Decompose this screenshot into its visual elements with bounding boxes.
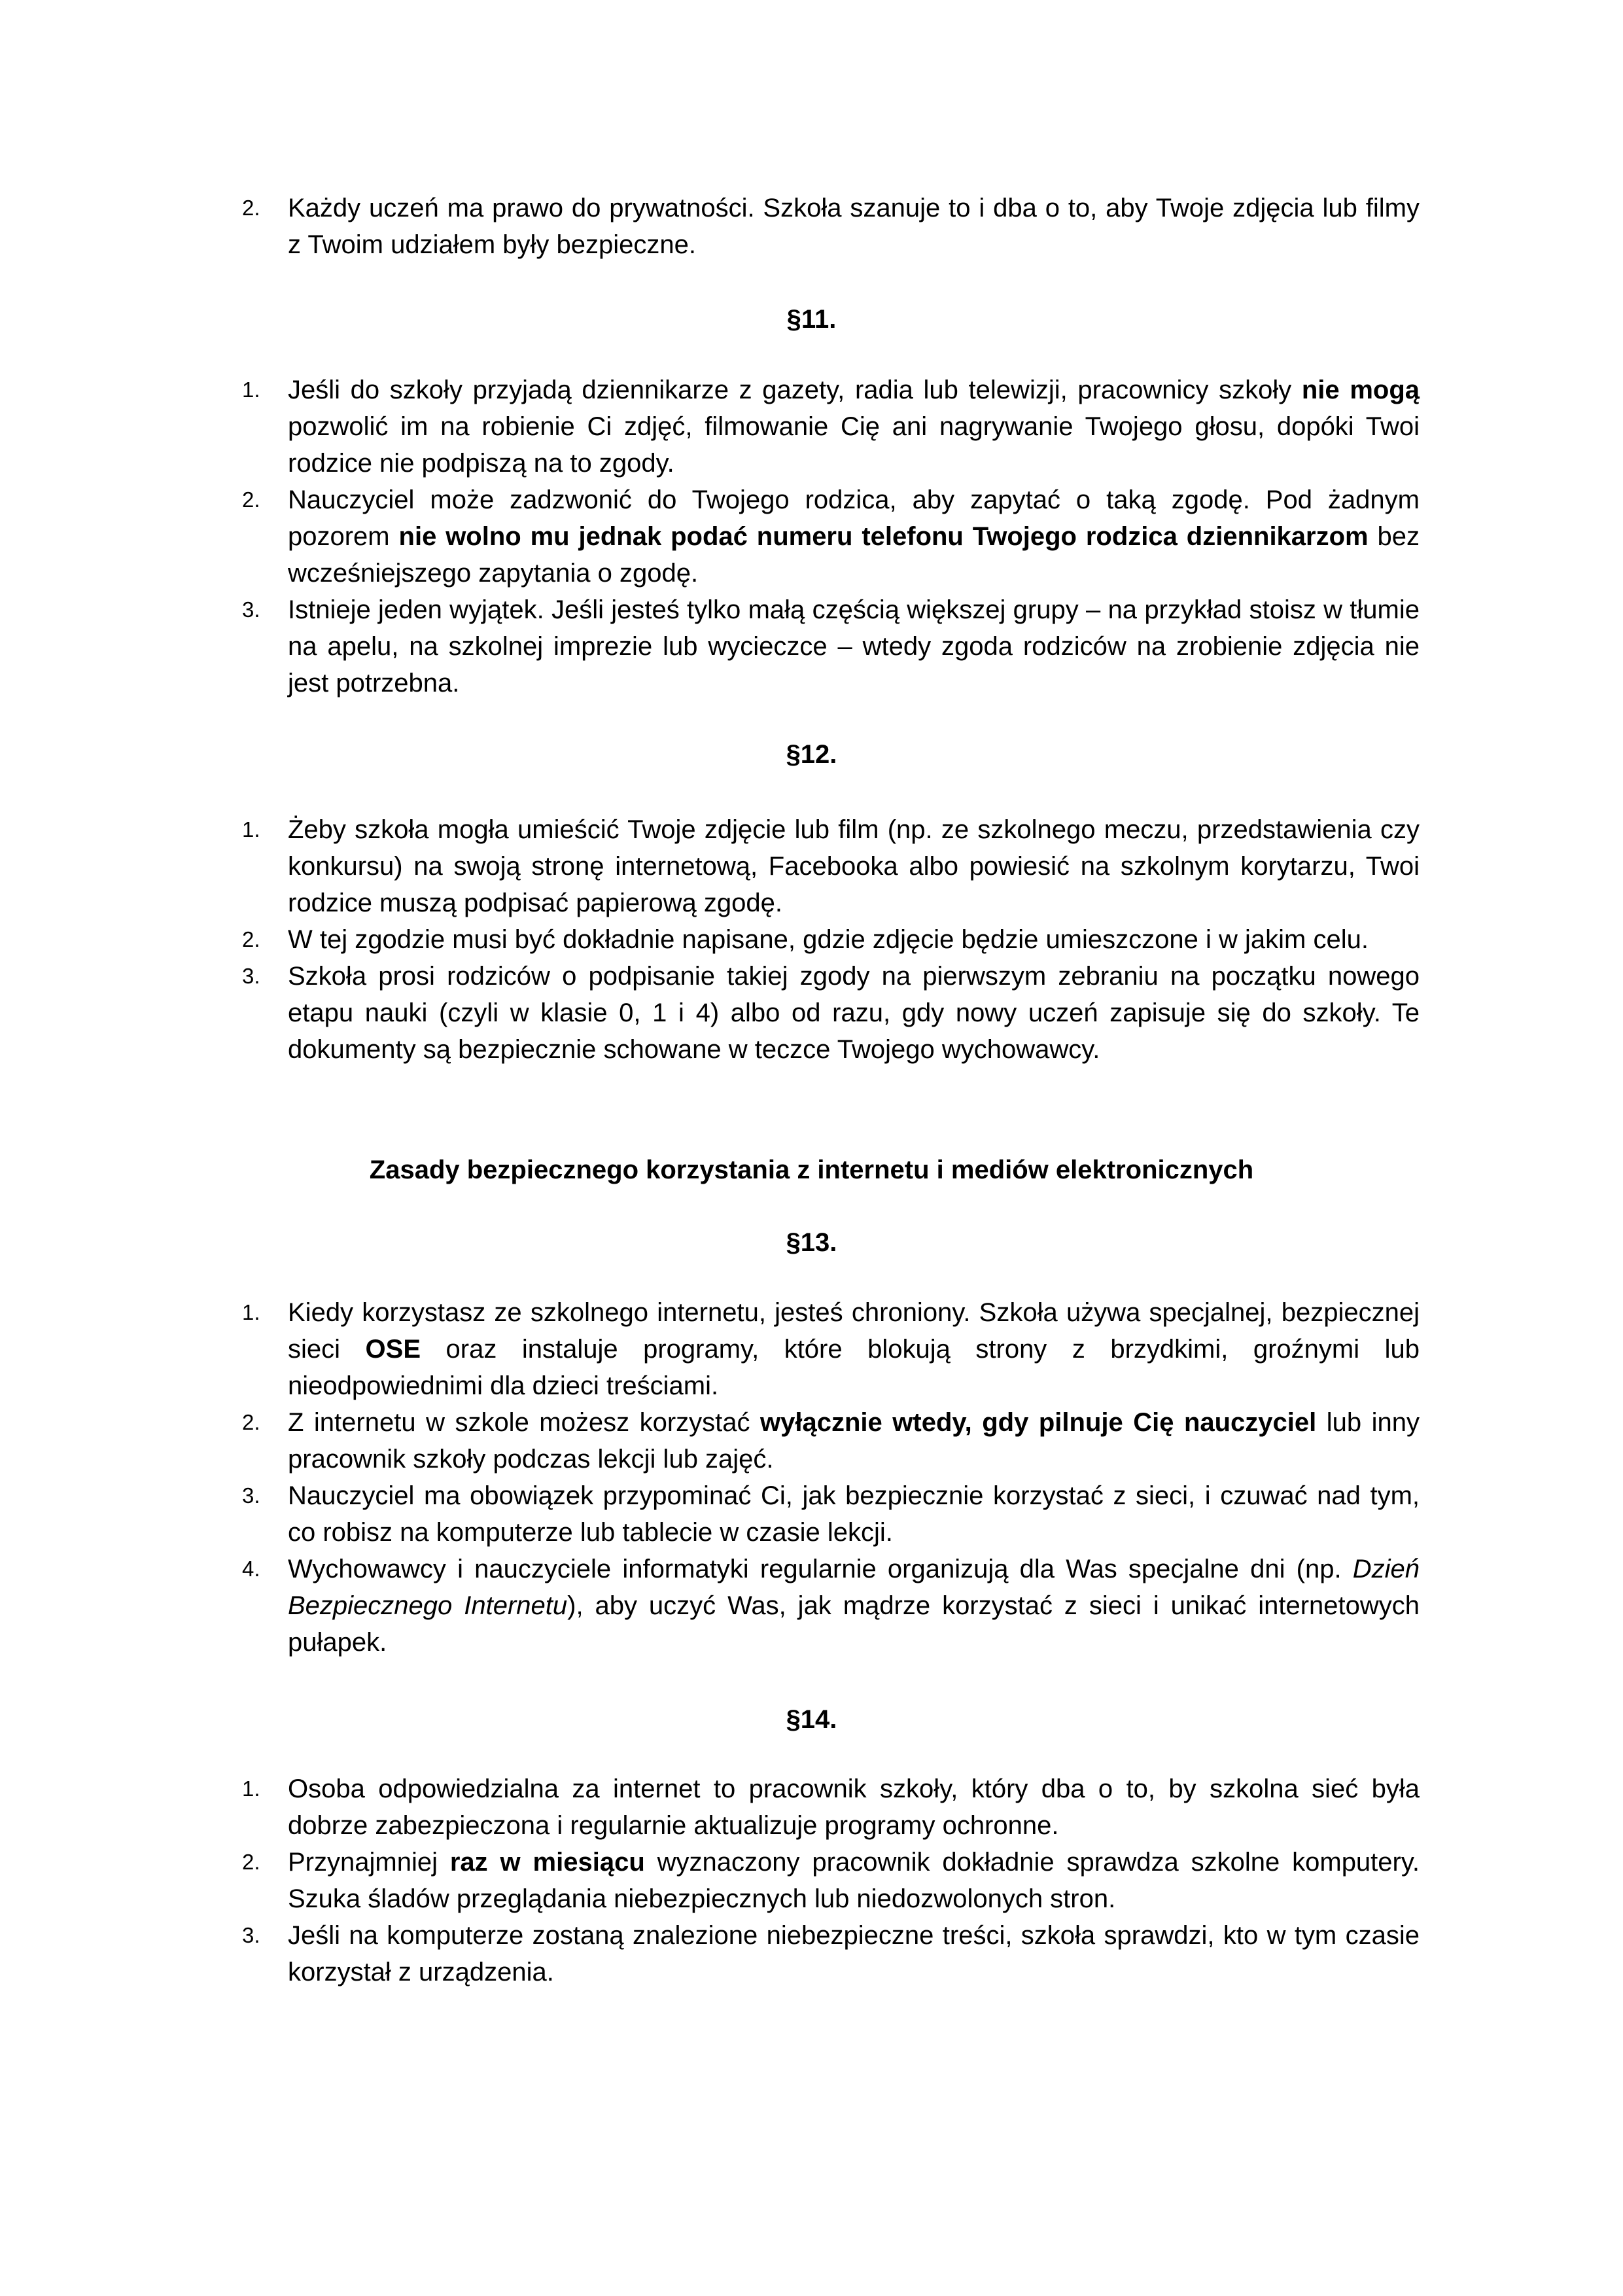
list-item-number: 3. (242, 597, 260, 622)
list-item-text (288, 1408, 1420, 1474)
section-13-title: §13. (786, 1228, 837, 1257)
text-run: Istnieje jeden wyjątek. Jeśli jesteś tylko małą częścią większej grupy – na przykład stoisz w tłumie na apelu, na szkolnej imprezie lub wycieczce – wtedy zgoda rodziców na zrobienie zdjęcia nie jest potrzebna. (288, 595, 1420, 698)
italic-text: Dzień Bezpiecznego Internetu (288, 1555, 1420, 1620)
list-item-text (288, 376, 1420, 478)
list-item-number: 2. (242, 1410, 260, 1434)
list-item (0, 592, 1420, 701)
list-item-text (288, 962, 1420, 1064)
text-run: Osoba odpowiedzialna za internet to pracownik szkoły, który dba o to, by szkolna sieć była dobrze zabezpieczona i regularnie aktualizuje programy ochronne. (288, 1775, 1420, 1840)
section-11-list (0, 372, 1623, 701)
text-run: ), aby uczyć Was, jak mądrze korzystać z sieci i unikać internetowych pułapek. (288, 1591, 1420, 1657)
list-item (0, 1551, 1420, 1661)
bold-text: nie wolno mu jednak podać numeru telefonu Twojego rodzica dziennikarzom (398, 522, 1369, 551)
list-item-text (288, 1481, 1420, 1547)
list-item-number: 3. (242, 1923, 260, 1947)
list-item (0, 1844, 1420, 1917)
text-run: Z internetu w szkole możesz korzystać (288, 1408, 761, 1437)
list-item (0, 1477, 1420, 1551)
text-run: Nauczyciel ma obowiązek przypominać Ci, jak bezpiecznie korzystać z sieci, i czuwać nad tym, co robisz na komputerze lub tablecie w czasie lekcji. (288, 1481, 1420, 1547)
section-14-list (0, 1771, 1623, 1990)
text-run: W tej zgodzie musi być dokładnie napisane, gdzie zdjęcie będzie umieszczone i w jakim celu. (288, 925, 1369, 954)
section-12-list (0, 811, 1623, 1068)
text-run: Każdy uczeń ma prawo do prywatności. Szkoła szanuje to i dba o to, aby Twoje zdjęcia lub filmy z Twoim udziałem były bezpieczne. (288, 194, 1420, 259)
list-item-number: 1. (242, 1776, 260, 1801)
list-item-number: 3. (242, 1483, 260, 1508)
list-item-text (288, 1921, 1420, 1987)
text-run: Jeśli na komputerze zostaną znalezione niebezpieczne treści, szkoła sprawdzi, kto w tym czasie korzystał z urządzenia. (288, 1921, 1420, 1987)
list-item-text (288, 486, 1420, 588)
section-14-title: §14. (786, 1705, 837, 1734)
list-item (0, 1917, 1420, 1990)
list-item (0, 921, 1420, 958)
list-item-number: 2. (242, 196, 260, 220)
list-item-number: 4. (242, 1557, 260, 1581)
bold-text: nie mogą (1301, 376, 1420, 404)
section-13-list (0, 1294, 1623, 1661)
text-run: Szkoła prosi rodziców o podpisanie takiej zgody na pierwszym zebraniu na początku nowego etapu nauki (czyli w klasie 0, 1 i 4) albo od razu, gdy nowy uczeń zapisuje się do szkoły. Te dokumenty są bezpiecznie schowane w teczce Twojego wychowawcy. (288, 962, 1420, 1064)
list-item-number: 1. (242, 817, 260, 841)
section-heading: Zasady bezpiecznego korzystania z internetu i mediów elektronicznych (369, 1156, 1254, 1184)
list-item-text (288, 194, 1420, 259)
list-item (0, 958, 1420, 1068)
list-item-number: 2. (242, 927, 260, 951)
list-item (0, 1294, 1420, 1404)
list-item-number: 1. (242, 378, 260, 402)
list-item-text (288, 1298, 1420, 1400)
text-run: wyznaczony pracownik dokładnie sprawdza szkolne komputery. Szuka śladów przeglądania niebezpiecznych lub niedozwolonych stron. (288, 1848, 1420, 1913)
list-item-text (288, 925, 1369, 954)
bold-text: OSE (365, 1335, 421, 1364)
section-12-title: §12. (786, 740, 837, 769)
list-item-text (288, 815, 1420, 917)
list-item-number: 2. (242, 1850, 260, 1874)
text-run: lub inny pracownik szkoły podczas lekcji lub zajęć. (288, 1408, 1420, 1474)
text-run: Żeby szkoła mogła umieścić Twoje zdjęcie lub film (np. ze szkolnego meczu, przedstawienia czy konkursu) na swoją stronę internetową, Facebooka albo powiesić na szkolnym korytarzu, Twoi rodzice muszą podpisać papierową zgodę. (288, 815, 1420, 917)
list-item-text (288, 1555, 1420, 1657)
list-item (0, 1771, 1420, 1844)
bold-text: wyłącznie wtedy, gdy pilnuje Cię nauczyciel (760, 1408, 1317, 1437)
list-item (0, 1404, 1420, 1477)
text-run: Wychowawcy i nauczyciele informatyki regularnie organizują dla Was specjalne dni (np. (288, 1555, 1353, 1583)
text-run: Przynajmniej (288, 1848, 450, 1877)
text-run: bez wcześniejszego zapytania o zgodę. (288, 522, 1420, 588)
list-item-text (288, 595, 1420, 698)
list-item (0, 190, 1420, 263)
list-item-number: 2. (242, 487, 260, 512)
list-item-text (288, 1848, 1420, 1913)
bold-text: raz w miesiącu (449, 1848, 645, 1877)
section-11-title: §11. (786, 305, 837, 334)
text-run: oraz instaluje programy, które blokują strony z brzydkimi, groźnymi lub nieodpowiednimi dla dzieci treściami. (288, 1335, 1420, 1400)
text-run: Nauczyciel może zadzwonić do Twojego rodzica, aby zapytać o taką zgodę. Pod żadnym pozorem (288, 486, 1420, 551)
list-item (0, 482, 1420, 592)
text-run: pozwolić im na robienie Ci zdjęć, filmowanie Cię ani nagrywanie Twojego głosu, dopóki Twoi rodzice nie podpiszą na to zgody. (288, 412, 1420, 478)
text-run: Kiedy korzystasz ze szkolnego internetu, jesteś chroniony. Szkoła używa specjalnej, bezpiecznej sieci (288, 1298, 1420, 1364)
list-item-text (288, 1775, 1420, 1840)
list-item (0, 372, 1420, 482)
intro-list (0, 190, 1623, 263)
list-item-number: 3. (242, 964, 260, 988)
list-item-number: 1. (242, 1300, 260, 1324)
list-item (0, 811, 1420, 921)
text-run: Jeśli do szkoły przyjadą dziennikarze z gazety, radia lub telewizji, pracownicy szkoły (288, 376, 1302, 404)
